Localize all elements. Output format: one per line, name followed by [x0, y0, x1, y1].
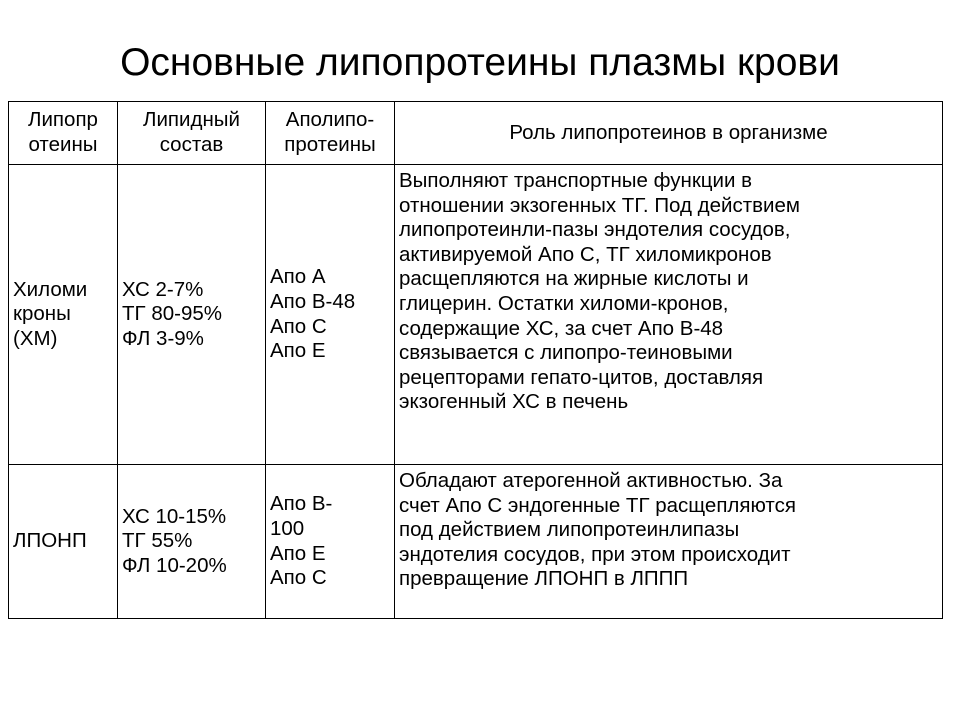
cell-line: Апо Е	[270, 541, 326, 565]
table-header-row	[9, 102, 943, 165]
cell-line: ХС 2-7%	[122, 277, 204, 301]
lipoprotein-table	[8, 101, 943, 619]
cell-line: ФЛ 10-20%	[122, 553, 227, 577]
header-line: Аполипо-	[285, 108, 375, 132]
cell-lipoprotein-name	[9, 465, 118, 619]
cell-lipid-composition	[118, 465, 266, 619]
table-row-chylomicrons	[9, 165, 943, 465]
header-line: состав	[159, 133, 224, 156]
cell-line: экзогенный ХС в печень	[399, 390, 629, 414]
cell-apolipoproteins	[266, 165, 395, 465]
header-line: Липидный	[143, 108, 240, 132]
header-apolipoproteins	[266, 102, 395, 165]
cell-line: Апо С	[270, 566, 327, 590]
cell-line: Апо В-48	[270, 289, 356, 313]
cell-line: Хиломи	[13, 277, 88, 301]
cell-line: связывается с липопро-теиновыми	[399, 341, 733, 365]
cell-line: активируемой Апо С, ТГ хиломикронов	[399, 242, 772, 266]
header-line: Роль липопротеинов в организме	[509, 120, 828, 144]
cell-line: превращение ЛПОНП в ЛППП	[399, 567, 689, 591]
cell-line: ФЛ 3-9%	[122, 326, 204, 350]
cell-line: отношении экзогенных ТГ. Под действием	[399, 193, 800, 217]
cell-line: 100	[270, 516, 305, 540]
cell-line: Апо В-	[270, 492, 333, 516]
cell-role	[395, 465, 943, 619]
header-lipoproteins	[9, 102, 118, 165]
cell-line: ТГ 80-95%	[122, 302, 222, 326]
cell-lipid-composition	[118, 165, 266, 465]
cell-line: эндотелия сосудов, при этом происходит	[399, 542, 791, 566]
header-role	[395, 102, 943, 165]
cell-line: расщепляются на жирные кислоты и	[399, 267, 749, 291]
cell-line: содержащие ХС, за счет Апо В-48	[399, 316, 724, 340]
cell-line: кроны	[13, 302, 71, 326]
cell-line: под действием липопротеинлипазы	[399, 518, 740, 542]
cell-line: Выполняют транспортные функции в	[399, 169, 753, 192]
cell-line: (ХМ)	[13, 326, 58, 350]
header-lipid-composition	[118, 102, 266, 165]
header-line: протеины	[284, 133, 376, 156]
cell-line: липопротеинли-пазы эндотелия сосудов,	[399, 218, 791, 242]
header-line: отеины	[28, 133, 98, 156]
cell-line: Апо А	[270, 265, 326, 289]
cell-line: Апо Е	[270, 339, 326, 363]
cell-line: рецепторами гепато-цитов, доставляя	[399, 365, 764, 389]
cell-line: счет Апо С эндогенные ТГ расщепляются	[399, 493, 796, 517]
cell-lipoprotein-name	[9, 165, 118, 465]
cell-line: глицерин. Остатки хиломи-кронов,	[399, 291, 729, 315]
cell-line: Апо С	[270, 314, 327, 338]
page-title: Основные липопротеины плазмы крови	[120, 41, 840, 84]
cell-line: Обладают атерогенной активностью. За	[399, 469, 783, 492]
table-row-vldl	[9, 465, 943, 619]
header-line: Липопр	[28, 108, 98, 132]
cell-line: ТГ 55%	[122, 529, 193, 553]
cell-line: ХС 10-15%	[122, 504, 227, 528]
cell-apolipoproteins	[266, 465, 395, 619]
cell-line: ЛПОНП	[13, 529, 87, 553]
cell-role	[395, 165, 943, 465]
